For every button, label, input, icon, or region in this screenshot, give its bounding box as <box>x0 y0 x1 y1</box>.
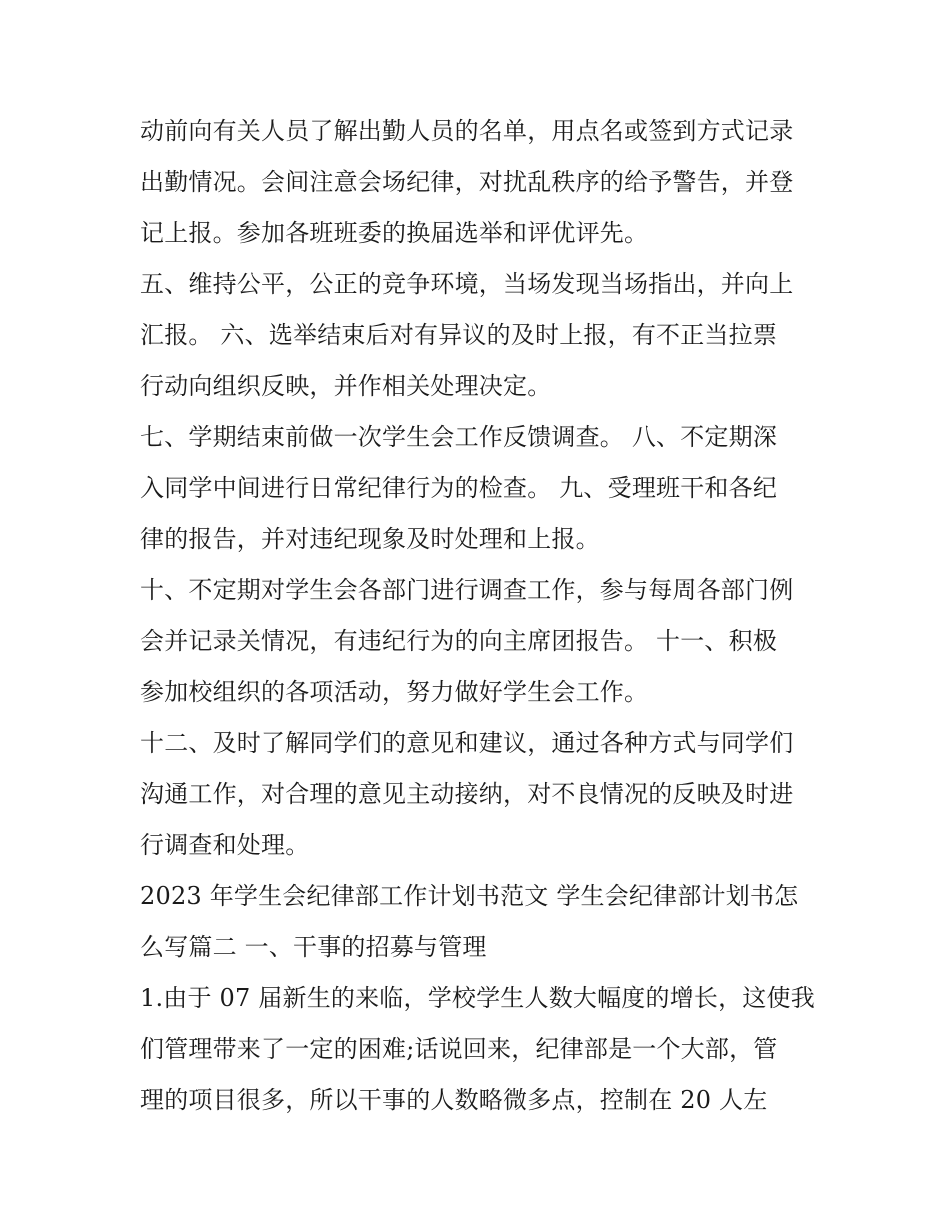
text-line: 2023 年学生会纪律部工作计划书范文 学生会纪律部计划书怎 <box>140 882 799 910</box>
text-line: 律的报告，并对违纪现象及时处理和上报。 <box>140 525 600 553</box>
text-line: 行调查和处理。 <box>140 831 310 859</box>
text-line: 出勤情况。会间注意会场纪律，对扰乱秩序的给予警告，并登 <box>140 168 794 196</box>
text-line: 十二、及时了解同学们的意见和建议，通过各种方式与同学们 <box>140 729 794 757</box>
text-line: 入同学中间进行日常纪律行为的检查。 九、受理班干和各纪 <box>140 474 778 502</box>
text-line: 七、学期结束前做一次学生会工作反馈调查。 八、不定期深 <box>140 423 778 451</box>
text-line: 1.由于 07 届新生的来临，学校学生人数大幅度的增长，这使我 <box>140 984 815 1012</box>
text-line: 汇报。 六、选举结束后对有异议的及时上报，有不正当拉票 <box>140 321 778 349</box>
text-line: 们管理带来了一定的困难;话说回来，纪律部是一个大部，管 <box>140 1035 778 1063</box>
text-line: 十、不定期对学生会各部门进行调查工作，参与每周各部门例 <box>140 576 794 604</box>
text-line: 参加校组织的各项活动，努力做好学生会工作。 <box>140 678 649 706</box>
text-line: 会并记录关情况，有违纪行为的向主席团报告。 十一、积极 <box>140 627 778 655</box>
text-line: 记上报。参加各班班委的换届选举和评优评先。 <box>140 219 649 247</box>
document-body <box>140 106 820 1126</box>
text-line: 理的项目很多，所以干事的人数略微多点，控制在 20 人左 <box>140 1086 768 1114</box>
text-line: 行动向组织反映，并作相关处理决定。 <box>140 372 552 400</box>
text-line: 沟通工作，对合理的意见主动接纳，对不良情况的反映及时进 <box>140 780 794 808</box>
text-line: 五、维持公平，公正的竞争环境，当场发现当场指出，并向上 <box>140 270 794 298</box>
text-line: 么写篇二 一、干事的招募与管理 <box>140 933 487 961</box>
text-line: 动前向有关人员了解出勤人员的名单，用点名或签到方式记录 <box>140 117 794 145</box>
